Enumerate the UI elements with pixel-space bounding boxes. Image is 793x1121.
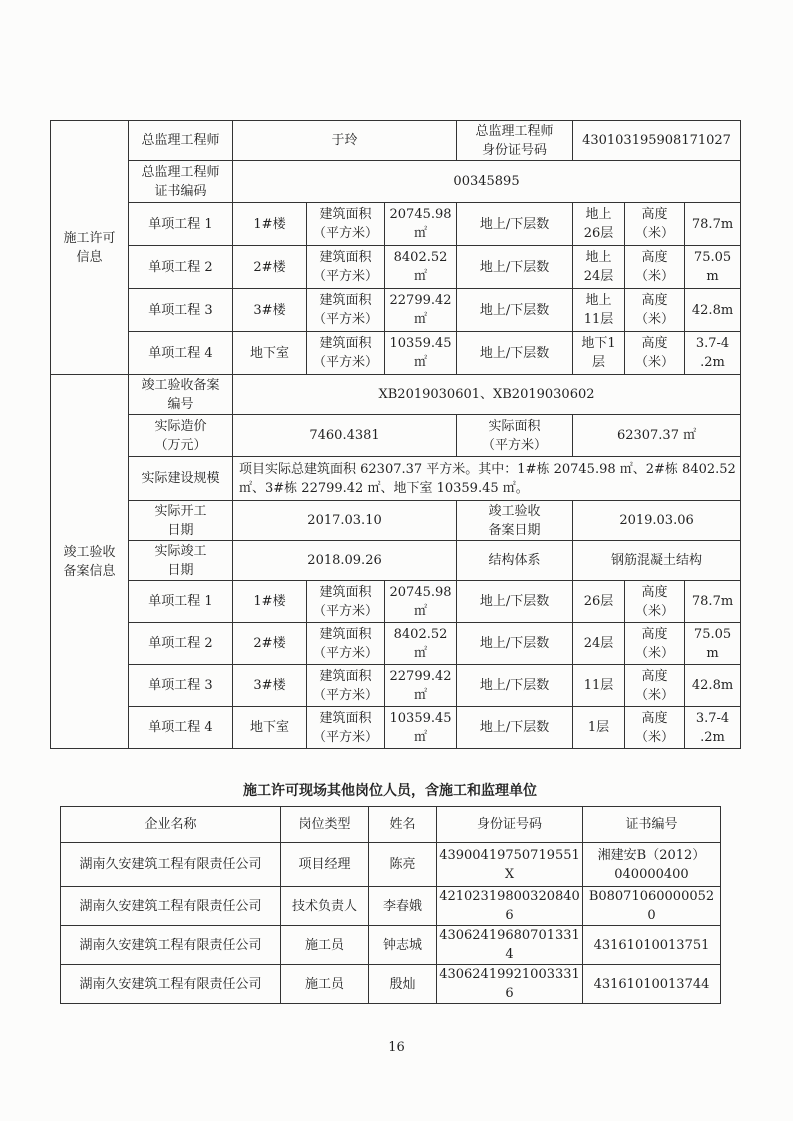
item-name: 单项工程 1 (129, 203, 233, 246)
floors-value: 地下1 层 (573, 332, 625, 375)
completion-date-value: 2018.09.26 (233, 541, 457, 581)
floors-label: 地上/下层数 (457, 332, 573, 375)
height-label: 高度 （米） (625, 665, 685, 707)
floors-label: 地上/下层数 (457, 289, 573, 332)
area-value: 8402.52 ㎡ (385, 246, 457, 289)
height-label: 高度 （米） (625, 707, 685, 749)
completion-date-label: 实际竣工 日期 (129, 541, 233, 581)
item-name: 单项工程 2 (129, 246, 233, 289)
area-value: 20745.98 ㎡ (385, 203, 457, 246)
record-date-label: 竣工验收 备案日期 (457, 501, 573, 541)
project-info-table (50, 120, 741, 749)
cost-label: 实际造价 （万元） (129, 415, 233, 457)
floors-label: 地上/下层数 (457, 707, 573, 749)
area-value: 22799.42 ㎡ (385, 665, 457, 707)
item-name: 单项工程 4 (129, 707, 233, 749)
company-cell: 湖南久安建筑工程有限责任公司 (61, 843, 281, 887)
item-name: 单项工程 3 (129, 289, 233, 332)
column-header: 企业名称 (61, 807, 281, 843)
position-cell: 施工员 (281, 926, 369, 965)
record-no-value: XB2019030601、XB2019030602 (233, 375, 741, 415)
person-name-cell: 钟志城 (369, 926, 437, 965)
area-label: 建筑面积 （平方米） (307, 332, 385, 375)
building-name: 1#楼 (233, 581, 307, 623)
table-row (61, 843, 721, 887)
floors-value: 地上 11层 (573, 289, 625, 332)
id-number-cell: 430624199210033316 (437, 965, 583, 1004)
area-label: 建筑面积 （平方米） (307, 289, 385, 332)
start-date-label: 实际开工 日期 (129, 501, 233, 541)
building-name: 地下室 (233, 707, 307, 749)
floors-value: 26层 (573, 581, 625, 623)
area-label: 建筑面积 （平方米） (307, 665, 385, 707)
area-label: 建筑面积 （平方米） (307, 581, 385, 623)
height-value: 78.7m (685, 581, 741, 623)
chief-engineer-label: 总监理工程师 (129, 121, 233, 161)
floors-label: 地上/下层数 (457, 665, 573, 707)
staff-table-caption: 施工许可现场其他岗位人员，含施工和监理单位 (243, 783, 537, 799)
height-label: 高度 （米） (625, 581, 685, 623)
structure-label: 结构体系 (457, 541, 573, 581)
building-name: 1#楼 (233, 203, 307, 246)
area-value: 20745.98 ㎡ (385, 581, 457, 623)
area-label: 建筑面积 （平方米） (307, 246, 385, 289)
height-value: 42.8m (685, 665, 741, 707)
id-number-cell: 421023198003208406 (437, 887, 583, 926)
area-value: 10359.45 ㎡ (385, 707, 457, 749)
building-name: 地下室 (233, 332, 307, 375)
area-label: 建筑面积 （平方米） (307, 707, 385, 749)
floors-label: 地上/下层数 (457, 246, 573, 289)
building-name: 2#楼 (233, 623, 307, 665)
chief-cert-label: 总监理工程师 证书编码 (129, 161, 233, 203)
structure-value: 钢筋混凝土结构 (573, 541, 741, 581)
cost-value: 7460.4381 (233, 415, 457, 457)
permit-section-label: 施工许可 信息 (51, 121, 129, 375)
chief-engineer-name: 于玲 (233, 121, 457, 161)
person-name-cell: 殷灿 (369, 965, 437, 1004)
company-cell: 湖南久安建筑工程有限责任公司 (61, 887, 281, 926)
item-name: 单项工程 4 (129, 332, 233, 375)
start-date-value: 2017.03.10 (233, 501, 457, 541)
height-value: 3.7-4 .2m (685, 707, 741, 749)
building-name: 3#楼 (233, 289, 307, 332)
area-value: 22799.42 ㎡ (385, 289, 457, 332)
company-cell: 湖南久安建筑工程有限责任公司 (61, 926, 281, 965)
table-row (61, 926, 721, 965)
building-name: 2#楼 (233, 246, 307, 289)
certificate-cell: 43161010013744 (583, 965, 721, 1004)
position-cell: 技术负责人 (281, 887, 369, 926)
actual-area-value: 62307.37 ㎡ (573, 415, 741, 457)
chief-id-value: 430103195908171027 (573, 121, 741, 161)
column-header: 证书编号 (583, 807, 721, 843)
floors-value: 地上 24层 (573, 246, 625, 289)
certificate-cell: 43161010013751 (583, 926, 721, 965)
floors-label: 地上/下层数 (457, 581, 573, 623)
record-date-value: 2019.03.06 (573, 501, 741, 541)
height-label: 高度 （米） (625, 332, 685, 375)
height-value: 75.05 m (685, 246, 741, 289)
column-header: 身份证号码 (437, 807, 583, 843)
building-name: 3#楼 (233, 665, 307, 707)
staff-table (60, 806, 721, 1004)
height-label: 高度 （米） (625, 246, 685, 289)
column-header: 岗位类型 (281, 807, 369, 843)
area-value: 10359.45 ㎡ (385, 332, 457, 375)
column-header: 姓名 (369, 807, 437, 843)
floors-label: 地上/下层数 (457, 203, 573, 246)
height-value: 78.7m (685, 203, 741, 246)
floors-value: 24层 (573, 623, 625, 665)
item-name: 单项工程 1 (129, 581, 233, 623)
company-cell: 湖南久安建筑工程有限责任公司 (61, 965, 281, 1004)
floors-label: 地上/下层数 (457, 623, 573, 665)
floors-value: 1层 (573, 707, 625, 749)
record-no-label: 竣工验收备案 编号 (129, 375, 233, 415)
scale-value: 项目实际总建筑面积 62307.37 平方米。其中：1#栋 20745.98 ㎡、2#栋 8402.52 ㎡、3#栋 22799.42 ㎡、地下室 10359.45 ㎡。 (233, 457, 741, 501)
page-number: 16 (388, 1040, 405, 1055)
height-value: 42.8m (685, 289, 741, 332)
id-number-cell: 43900419750719551X (437, 843, 583, 887)
table-row (61, 965, 721, 1004)
height-value: 75.05 m (685, 623, 741, 665)
certificate-cell: 湘建安B（2012） 040000400 (583, 843, 721, 887)
floors-value: 地上 26层 (573, 203, 625, 246)
id-number-cell: 430624196807013314 (437, 926, 583, 965)
certificate-cell: B080710600000520 (583, 887, 721, 926)
acceptance-section-label: 竣工验收 备案信息 (51, 375, 129, 749)
person-name-cell: 陈亮 (369, 843, 437, 887)
position-cell: 项目经理 (281, 843, 369, 887)
height-label: 高度 （米） (625, 289, 685, 332)
position-cell: 施工员 (281, 965, 369, 1004)
table-row (61, 887, 721, 926)
chief-id-label: 总监理工程师 身份证号码 (457, 121, 573, 161)
item-name: 单项工程 3 (129, 665, 233, 707)
area-label: 建筑面积 （平方米） (307, 203, 385, 246)
person-name-cell: 李春娥 (369, 887, 437, 926)
chief-cert-value: 00345895 (233, 161, 741, 203)
item-name: 单项工程 2 (129, 623, 233, 665)
actual-area-label: 实际面积 （平方米） (457, 415, 573, 457)
height-label: 高度 （米） (625, 203, 685, 246)
area-value: 8402.52 ㎡ (385, 623, 457, 665)
height-value: 3.7-4 .2m (685, 332, 741, 375)
area-label: 建筑面积 （平方米） (307, 623, 385, 665)
scale-label: 实际建设规模 (129, 457, 233, 501)
height-label: 高度 （米） (625, 623, 685, 665)
floors-value: 11层 (573, 665, 625, 707)
